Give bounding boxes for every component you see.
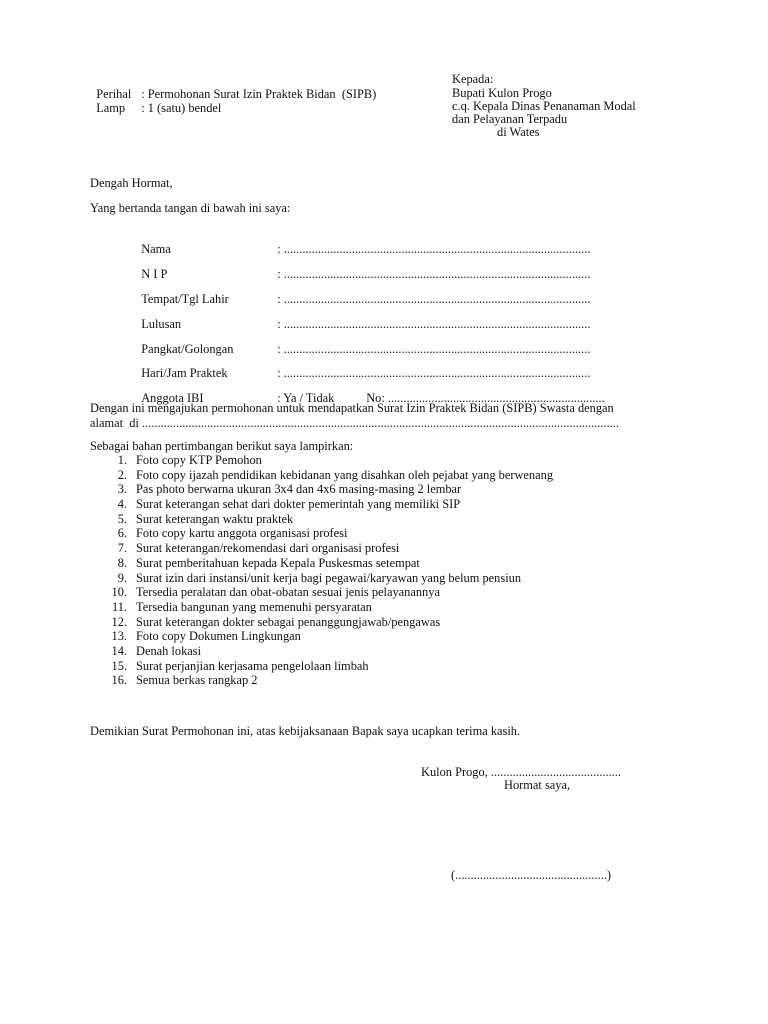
recipient-line-1: Bupati Kulon Progo xyxy=(452,86,552,100)
list-number: 4. xyxy=(117,497,127,512)
perihal-label: Perihal xyxy=(96,87,132,101)
list-number: 16. xyxy=(111,673,127,688)
list-text: Surat izin dari instansi/unit kerja bagi pegawai/karyawan yang belum pensiun xyxy=(136,570,522,585)
field-blank[interactable]: : ................................................................................................... xyxy=(277,292,591,306)
recipient-line-2: c.q. Kepala Dinas Penanaman Modal xyxy=(452,99,636,113)
field-label: Tempat/Tgl Lahir xyxy=(141,292,229,306)
field-blank[interactable]: : ................................................................................................... xyxy=(277,267,591,281)
list-number: 6. xyxy=(117,526,127,541)
list-text: Foto copy kartu anggota organisasi profesi xyxy=(136,526,348,541)
request-line-1: Dengan ini mengajukan permohonan untuk mendapatkan Surat Izin Praktek Bidan (SIPB) Swasta dengan xyxy=(90,401,614,415)
list-number: 12. xyxy=(111,614,127,629)
lamp-label: Lamp xyxy=(96,101,126,115)
field-label: Lulusan xyxy=(141,317,182,331)
field-label: N I P xyxy=(141,267,168,281)
list-text: Surat keterangan dokter sebagai penanggungjawab/pengawas xyxy=(136,614,441,629)
list-text: Pas photo berwarna ukuran 3x4 dan 4x6 masing-masing 2 lembar xyxy=(136,482,462,497)
list-text: Surat perjanjian kerjasama pengelolaan limbah xyxy=(136,658,369,673)
list-number: 10. xyxy=(111,585,127,600)
recipient-line-3: dan Pelayanan Terpadu xyxy=(452,112,568,126)
list-number: 5. xyxy=(117,511,127,526)
list-number: 3. xyxy=(117,482,127,497)
recipient-line-4: di Wates xyxy=(497,125,540,139)
closing-text: Demikian Surat Permohonan ini, atas kebijaksanaan Bapak saya ucapkan terima kasih. xyxy=(90,724,521,738)
list-number: 13. xyxy=(111,629,127,644)
list-number: 7. xyxy=(117,541,127,556)
field-blank[interactable]: : ................................................................................................... xyxy=(277,366,591,380)
lamp-row xyxy=(90,86,221,116)
perihal-value: : Permohonan Surat Izin Praktek Bidan (SIPB) xyxy=(141,87,377,101)
list-number: 8. xyxy=(117,555,127,570)
field-label: Anggota IBI xyxy=(141,391,204,405)
field-blank[interactable]: : ................................................................................................... xyxy=(277,317,591,331)
intro-text: Yang bertanda tangan di bawah ini saya: xyxy=(90,201,291,215)
list-text: Denah lokasi xyxy=(136,643,202,658)
attachments-intro: Sebagai bahan pertimbangan berikut saya lampirkan: xyxy=(90,439,354,453)
field-label: Hari/Jam Praktek xyxy=(141,366,228,380)
list-text: Surat keterangan sehat dari dokter pemerintah yang memiliki SIP xyxy=(136,497,461,512)
ibi-number-blank[interactable]: No: ...................................................................... xyxy=(366,391,605,405)
list-text: Foto copy ijazah pendidikan kebidanan yang disahkan oleh pejabat yang berwenang xyxy=(136,467,554,482)
regards-text: Hormat saya, xyxy=(504,778,571,792)
place-date-line[interactable]: Kulon Progo, .......................................... xyxy=(421,765,621,779)
list-text: Foto copy Dokumen Lingkungan xyxy=(136,629,301,644)
request-line-2[interactable]: alamat di .......................................................................................................................................................... xyxy=(90,416,619,430)
list-number: 1. xyxy=(117,453,127,467)
list-text: Surat pemberitahuan kepada Kepala Puskesmas setempat xyxy=(136,555,420,570)
list-number: 11. xyxy=(111,599,127,614)
field-blank[interactable]: : ................................................................................................... xyxy=(277,242,591,256)
list-text: Surat keterangan waktu praktek xyxy=(136,511,294,526)
list-text: Surat keterangan/rekomendasi dari organisasi profesi xyxy=(136,541,400,556)
greeting: Dengah Hormat, xyxy=(90,176,173,190)
kepada-label: Kepada: xyxy=(452,72,494,86)
list-number: 14. xyxy=(111,643,127,658)
field-label: Pangkat/Golongan xyxy=(141,342,234,356)
signature-name-blank[interactable]: (.................................................) xyxy=(451,868,612,882)
list-text: Foto copy KTP Pemohon xyxy=(136,453,262,467)
field-label: Nama xyxy=(141,242,171,256)
list-number: 15. xyxy=(111,658,127,673)
list-text: Tersedia bangunan yang memenuhi persyaratan xyxy=(136,599,372,614)
list-text: Semua berkas rangkap 2 xyxy=(136,673,258,688)
field-blank[interactable]: : ................................................................................................... xyxy=(277,342,591,356)
list-number: 9. xyxy=(117,570,127,585)
lamp-value: : 1 (satu) bendel xyxy=(141,101,222,115)
list-number: 2. xyxy=(117,467,127,482)
list-text: Tersedia peralatan dan obat-obatan sesuai jenis pelayanannya xyxy=(136,585,440,600)
ibi-choice[interactable]: : Ya / Tidak xyxy=(277,391,335,405)
